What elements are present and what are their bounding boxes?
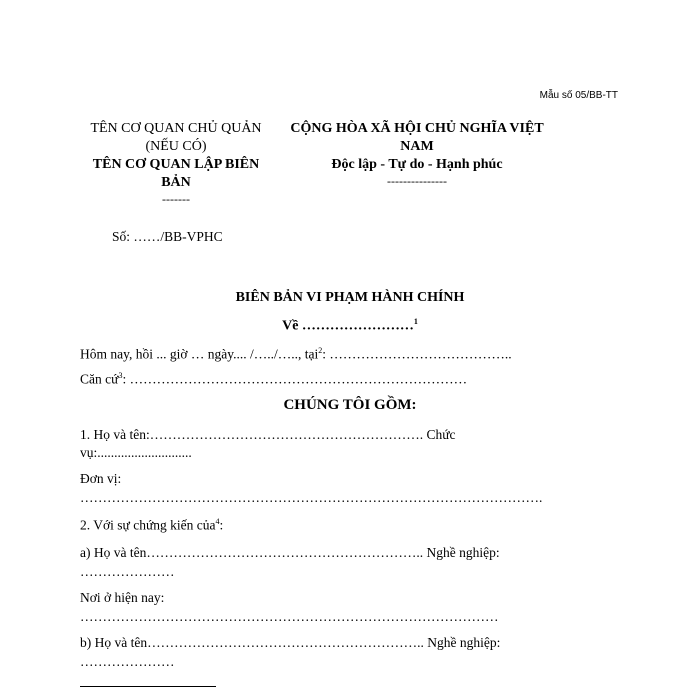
subtitle-text: Về …………………… bbox=[282, 318, 414, 334]
parent-agency-name: TÊN CƠ QUAN CHỦ QUẢN (NẾU CÓ) bbox=[90, 121, 262, 154]
time-place-line bbox=[80, 346, 512, 363]
document-subtitle bbox=[0, 317, 700, 335]
legal-basis-line bbox=[80, 371, 467, 388]
footnote-ref-3: 3 bbox=[118, 371, 123, 380]
form-code: Mẫu số 05/BB-TT bbox=[539, 90, 618, 101]
witness-a-name-line: a) Họ và tên…………………………………………………….. Nghề nghiệp: bbox=[80, 545, 500, 560]
witness-b-name-line: b) Họ và tên…………………………………………………….. Nghề nghiệp: bbox=[80, 635, 501, 650]
footnote-ref-1: 1 bbox=[413, 317, 418, 326]
section-heading: CHÚNG TÔI GỒM: bbox=[283, 397, 417, 413]
nation-name: CỘNG HÒA XÃ HỘI CHỦ NGHĨA VIỆT NAM bbox=[290, 121, 544, 154]
unit-dots: …………………………………………………………………………………………. bbox=[80, 490, 543, 505]
time-place-dots: : ………………………………….. bbox=[322, 346, 512, 362]
unit-label: Đơn vị: bbox=[80, 471, 122, 486]
legal-basis-dots: : ………………………………………………………………… bbox=[122, 371, 468, 387]
footnote-separator bbox=[80, 686, 216, 687]
witness-b-occupation-dots: ………………… bbox=[80, 654, 175, 669]
nation-rule: --------------- bbox=[387, 174, 447, 188]
member1-position-line: vụ:............................ bbox=[80, 445, 192, 460]
issuing-agency-name: TÊN CƠ QUAN LẬP BIÊN BẢN bbox=[92, 157, 260, 190]
national-header bbox=[286, 120, 548, 188]
national-motto: Độc lập - Tự do - Hạnh phúc bbox=[331, 157, 503, 172]
member1-name-line: 1. Họ và tên:……………………………………………………. Chức bbox=[80, 427, 456, 442]
witness-colon: : bbox=[219, 517, 224, 533]
footnote-ref-2: 2 bbox=[318, 346, 323, 355]
document-title: BIÊN BẢN VI PHẠM HÀNH CHÍNH bbox=[235, 290, 465, 305]
document-number: Số: ……/BB-VPHC bbox=[112, 229, 223, 244]
agency-header bbox=[78, 120, 274, 206]
witness-a-occupation-dots: ………………… bbox=[80, 564, 175, 579]
time-place-text: Hôm nay, hồi ... giờ … ngày.... /…../….., tại bbox=[80, 346, 319, 362]
footnote-ref-4: 4 bbox=[215, 517, 220, 526]
witness-line bbox=[80, 517, 223, 534]
residence-dots: ………………………………………………………………………………… bbox=[80, 609, 499, 624]
agency-rule: ------- bbox=[162, 192, 190, 206]
witness-text: 2. Với sự chứng kiến của bbox=[80, 517, 216, 533]
residence-label: Nơi ở hiện nay: bbox=[80, 590, 165, 605]
legal-basis-text: Căn cứ bbox=[80, 371, 119, 387]
